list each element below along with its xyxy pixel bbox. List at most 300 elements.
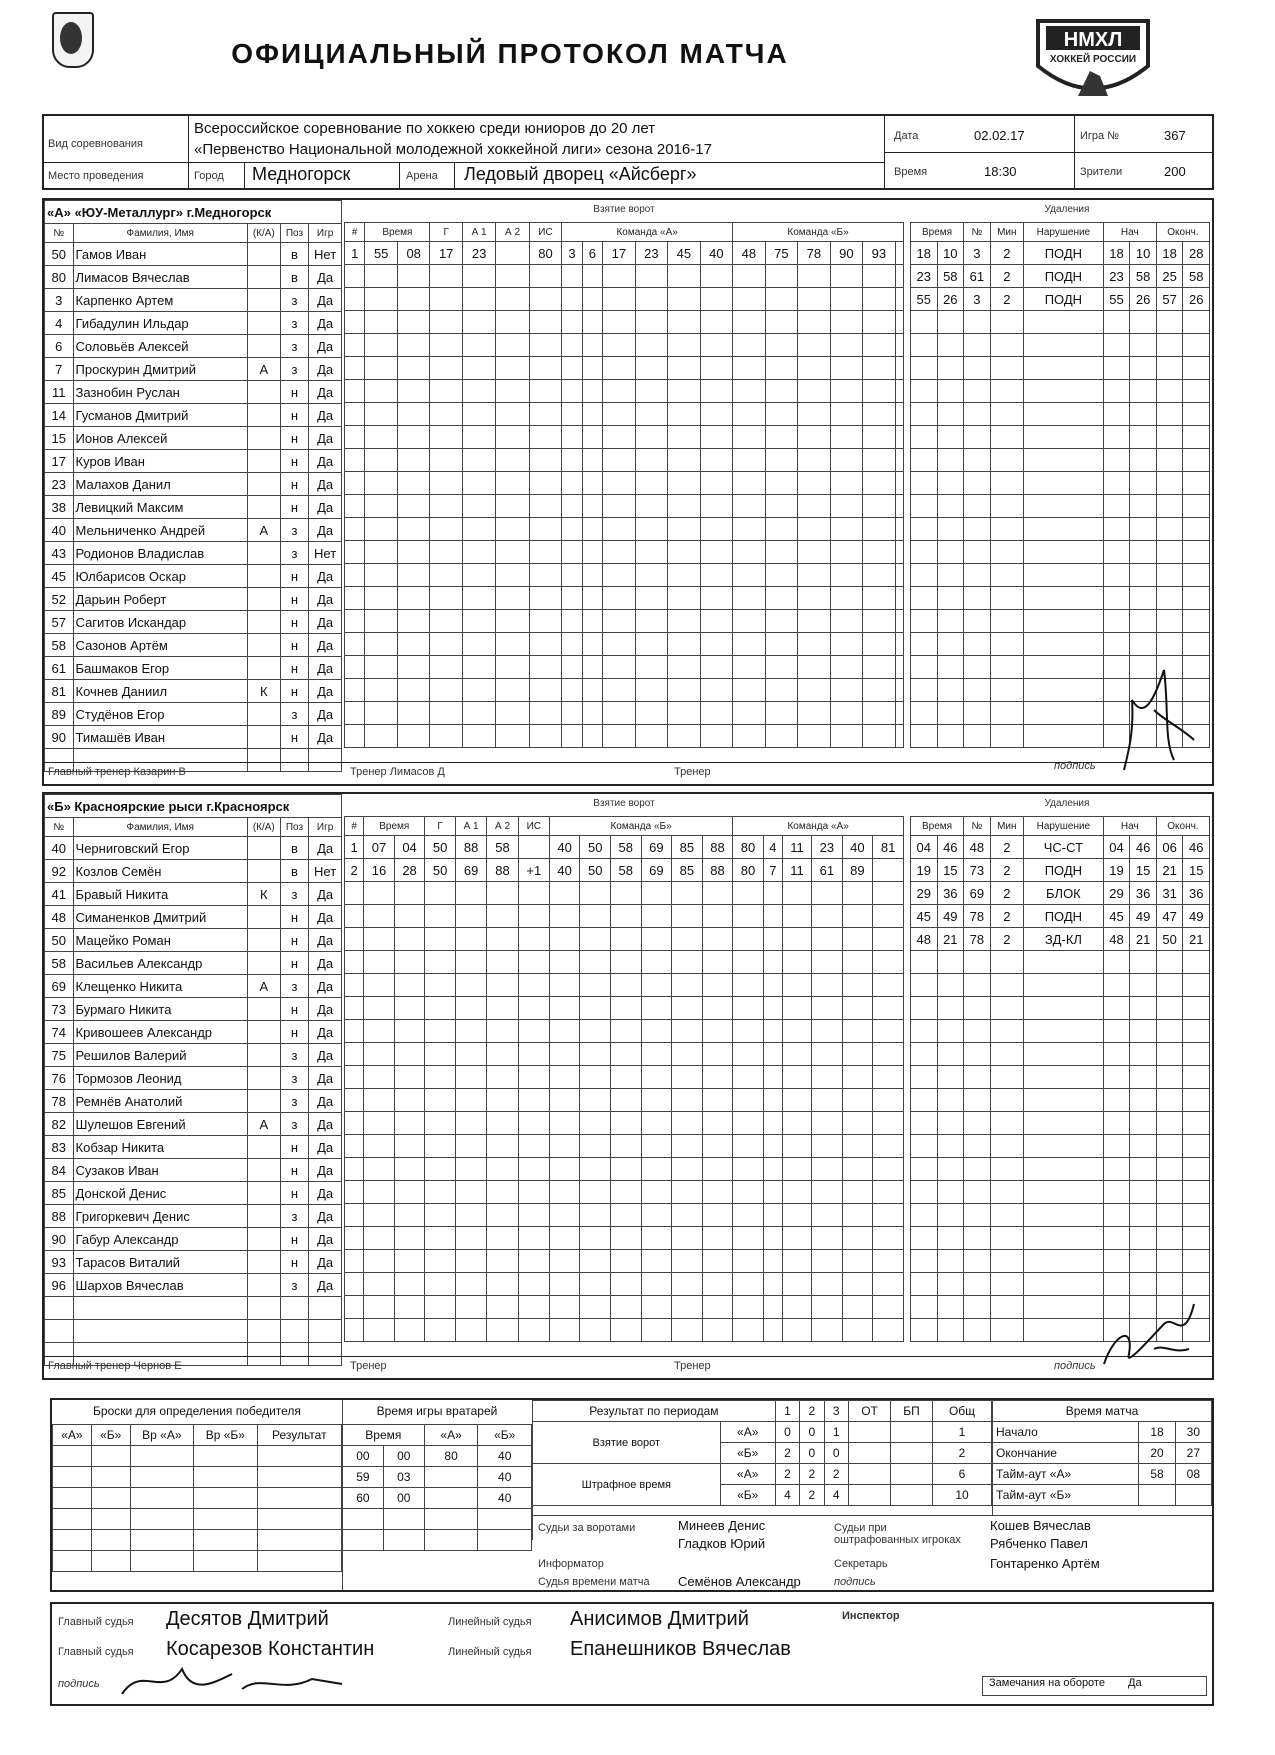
grid-cell	[365, 357, 398, 380]
grid-cell	[487, 1204, 518, 1227]
grid-cell	[668, 426, 701, 449]
grid-cell	[582, 426, 602, 449]
period-cell	[891, 1422, 933, 1443]
player-name: Шулешов Евгений	[73, 1113, 247, 1136]
roster-row	[45, 381, 342, 404]
grid-cell	[580, 1296, 611, 1319]
grid-cell	[611, 1181, 642, 1204]
player-number: 90	[45, 726, 74, 749]
shootout-cell	[91, 1467, 130, 1488]
goalie-cell: 00	[383, 1488, 424, 1509]
grid-cell	[529, 725, 562, 748]
ref-label-1: Главный судья	[58, 1616, 134, 1628]
team-a-coach: Тренер Лимасов Д	[350, 766, 445, 778]
shootout-cell	[257, 1446, 341, 1467]
col-pen-end: Оконч.	[1156, 817, 1209, 836]
end-label: Окончание	[993, 1443, 1139, 1464]
grid-cell	[765, 334, 798, 357]
grid-cell	[394, 1135, 425, 1158]
player-name: Дарьин Роберт	[73, 588, 247, 611]
grid-cell	[937, 997, 964, 1020]
secretary-value: Гонтаренко Артём	[990, 1556, 1100, 1571]
grid-cell	[365, 449, 398, 472]
shootout-row	[53, 1488, 342, 1509]
grid-cell	[990, 1020, 1023, 1043]
player-number: 73	[45, 998, 74, 1021]
shootout-row	[53, 1446, 342, 1467]
player-role	[247, 404, 280, 427]
grid-cell	[394, 1043, 425, 1066]
grid-cell	[702, 1273, 733, 1296]
grid-cell	[812, 1204, 843, 1227]
grid-cell: 78	[964, 905, 991, 928]
grid-cell	[763, 1250, 782, 1273]
grid-cell	[611, 1112, 642, 1135]
grid-cell	[1023, 311, 1103, 334]
grid-cell	[425, 905, 456, 928]
grid-cell	[529, 587, 562, 610]
grid-cell	[842, 1296, 873, 1319]
penalty-row	[911, 951, 1210, 974]
grid-cell	[765, 357, 798, 380]
grid-cell: 50	[580, 859, 611, 882]
grid-cell	[873, 1250, 904, 1273]
grid-cell	[1103, 951, 1130, 974]
grid-cell	[1023, 1112, 1103, 1135]
grid-cell	[873, 928, 904, 951]
grid-cell: 48	[1103, 928, 1130, 951]
grid-cell: 48	[733, 242, 766, 265]
grid-cell	[733, 610, 766, 633]
player-played: Да	[309, 726, 342, 749]
grid-cell: 23	[911, 265, 938, 288]
grid-cell	[668, 495, 701, 518]
grid-cell	[911, 1066, 938, 1089]
grid-cell	[765, 702, 798, 725]
grid-cell	[562, 656, 582, 679]
grid-cell	[635, 449, 668, 472]
grid-cell	[700, 380, 733, 403]
grid-cell: 75	[765, 242, 798, 265]
col-pen-infraction: Нарушение	[1023, 817, 1103, 836]
roster-row	[45, 404, 342, 427]
goal-row	[345, 472, 904, 495]
grid-cell	[345, 1135, 364, 1158]
grid-cell	[425, 928, 456, 951]
grid-cell	[895, 518, 903, 541]
grid-cell	[895, 311, 903, 334]
shootout-cell	[53, 1446, 92, 1467]
grid-cell	[964, 518, 991, 541]
grid-cell	[365, 403, 398, 426]
grid-cell	[702, 1204, 733, 1227]
grid-cell	[487, 974, 518, 997]
player-name: Гамов Иван	[73, 243, 247, 266]
roster-row	[45, 565, 342, 588]
goal-row	[345, 1273, 904, 1296]
grid-cell	[635, 403, 668, 426]
grid-cell	[1103, 541, 1130, 564]
grid-cell: 55	[911, 288, 938, 311]
grid-cell	[580, 951, 611, 974]
grid-cell	[345, 1066, 364, 1089]
grid-cell	[1103, 564, 1130, 587]
grid-cell	[702, 905, 733, 928]
goal-row	[345, 702, 904, 725]
grid-cell	[911, 449, 938, 472]
grid-cell	[702, 882, 733, 905]
grid-cell	[1156, 1273, 1183, 1296]
grid-cell	[455, 1319, 486, 1342]
roster-row	[45, 1205, 342, 1228]
col-goal-a1: А 1	[455, 817, 486, 836]
grid-cell	[830, 403, 863, 426]
grid-cell	[830, 564, 863, 587]
grid-cell	[990, 1135, 1023, 1158]
col-goalie-b: «Б»	[478, 1425, 532, 1446]
grid-cell: 69	[641, 836, 672, 859]
grid-cell	[672, 1273, 703, 1296]
team-b-goals-title: Взятие ворот	[593, 798, 655, 809]
grid-cell	[1183, 1135, 1210, 1158]
player-number: 3	[45, 289, 74, 312]
grid-cell	[496, 495, 529, 518]
roster-row	[45, 883, 342, 906]
grid-cell	[1183, 1158, 1210, 1181]
line-judge-1: Анисимов Дмитрий	[570, 1608, 749, 1630]
player-role	[247, 1021, 280, 1044]
grid-cell	[1156, 495, 1183, 518]
roster-row	[45, 1067, 342, 1090]
grid-cell	[812, 997, 843, 1020]
roster-row	[45, 427, 342, 450]
roster-row	[45, 726, 342, 749]
grid-cell	[635, 541, 668, 564]
grid-cell	[582, 472, 602, 495]
grid-cell	[763, 1135, 782, 1158]
player-position: н	[280, 404, 309, 427]
grid-cell	[937, 1043, 964, 1066]
grid-cell: 50	[1156, 928, 1183, 951]
shootout-cell	[194, 1446, 257, 1467]
grid-cell	[394, 1227, 425, 1250]
roster-row	[45, 335, 342, 358]
grid-cell	[635, 311, 668, 334]
grid-cell: 58	[487, 836, 518, 859]
grid-cell	[635, 288, 668, 311]
player-role	[247, 611, 280, 634]
grid-cell: 4	[763, 836, 782, 859]
player-role	[247, 1136, 280, 1159]
grid-cell	[733, 1227, 764, 1250]
grid-cell: 23	[812, 836, 843, 859]
grid-cell	[1023, 1227, 1103, 1250]
player-number: 48	[45, 906, 74, 929]
grid-cell	[549, 1020, 580, 1043]
grid-cell	[641, 1089, 672, 1112]
grid-cell	[430, 495, 463, 518]
col-name: Фамилия, Имя	[73, 224, 247, 243]
goalie-cell: 40	[478, 1488, 532, 1509]
col-team-b-onice: Команда «Б»	[549, 817, 732, 836]
grid-cell: 18	[1103, 242, 1130, 265]
grid-cell: 23	[635, 242, 668, 265]
player-role	[247, 1228, 280, 1251]
grid-cell	[394, 1112, 425, 1135]
grid-cell	[842, 1204, 873, 1227]
player-position: з	[280, 1090, 309, 1113]
player-played: Да	[309, 1021, 342, 1044]
grid-cell	[863, 403, 896, 426]
grid-cell	[549, 1089, 580, 1112]
player-played	[309, 749, 342, 772]
grid-cell	[783, 951, 812, 974]
grid-cell: 2	[990, 882, 1023, 905]
grid-cell	[549, 974, 580, 997]
grid-cell	[937, 495, 964, 518]
grid-cell	[394, 1319, 425, 1342]
grid-cell: 16	[364, 859, 395, 882]
grid-cell	[1103, 334, 1130, 357]
grid-cell	[798, 518, 831, 541]
grid-cell	[487, 1158, 518, 1181]
grid-cell	[1130, 587, 1157, 610]
grid-cell	[635, 472, 668, 495]
player-played: Да	[309, 1067, 342, 1090]
grid-cell	[455, 1158, 486, 1181]
grid-cell	[733, 472, 766, 495]
grid-cell	[562, 541, 582, 564]
grid-cell	[700, 449, 733, 472]
shootout-cell	[257, 1488, 341, 1509]
grid-cell	[582, 495, 602, 518]
grid-cell	[783, 1273, 812, 1296]
team-a-roster	[44, 200, 342, 772]
player-number: 82	[45, 1113, 74, 1136]
grid-cell	[394, 1296, 425, 1319]
grid-cell	[964, 974, 991, 997]
grid-cell	[462, 380, 495, 403]
goal-row	[345, 587, 904, 610]
grid-cell	[765, 679, 798, 702]
grid-cell	[830, 265, 863, 288]
grid-cell	[937, 1181, 964, 1204]
grid-cell	[1130, 1227, 1157, 1250]
grid-cell	[812, 1227, 843, 1250]
grid-cell	[798, 587, 831, 610]
grid-cell	[562, 495, 582, 518]
grid-cell	[672, 1089, 703, 1112]
grid-cell	[487, 1296, 518, 1319]
grid-cell: 17	[430, 242, 463, 265]
grid-cell	[702, 1020, 733, 1043]
grid-cell	[783, 905, 812, 928]
grid-cell	[812, 1112, 843, 1135]
grid-cell	[364, 1204, 395, 1227]
grid-cell	[990, 403, 1023, 426]
arena-value: Ледовый дворец «Айсберг»	[464, 164, 697, 184]
grid-cell	[990, 1158, 1023, 1181]
period-cell: 1	[824, 1422, 848, 1443]
player-name: Карпенко Артем	[73, 289, 247, 312]
player-played: Да	[309, 657, 342, 680]
grid-cell	[733, 1158, 764, 1181]
grid-cell	[487, 1020, 518, 1043]
goal-row	[345, 311, 904, 334]
grid-cell	[345, 974, 364, 997]
goalie-cell	[343, 1530, 384, 1551]
grid-cell	[668, 449, 701, 472]
grid-cell	[798, 610, 831, 633]
grid-cell	[1103, 1227, 1130, 1250]
grid-cell	[462, 702, 495, 725]
player-name: Тормозов Леонид	[73, 1067, 247, 1090]
grid-cell	[455, 928, 486, 951]
grid-cell: 47	[1156, 905, 1183, 928]
grid-cell	[425, 1089, 456, 1112]
grid-cell: 40	[549, 836, 580, 859]
player-played: Да	[309, 312, 342, 335]
grid-cell	[830, 725, 863, 748]
grid-cell	[462, 334, 495, 357]
grid-cell	[397, 288, 430, 311]
grid-cell	[397, 380, 430, 403]
grid-cell	[611, 1250, 642, 1273]
player-position: з	[280, 1113, 309, 1136]
grid-cell	[895, 564, 903, 587]
grid-cell	[842, 1066, 873, 1089]
grid-cell	[830, 426, 863, 449]
grid-cell	[397, 679, 430, 702]
player-role	[247, 906, 280, 929]
grid-cell	[873, 882, 904, 905]
grid-cell	[518, 836, 549, 859]
grid-cell	[672, 1020, 703, 1043]
grid-cell	[964, 403, 991, 426]
grid-cell	[733, 1066, 764, 1089]
grid-cell	[733, 449, 766, 472]
grid-cell	[1103, 610, 1130, 633]
grid-cell	[345, 1227, 364, 1250]
grid-cell	[783, 1250, 812, 1273]
grid-cell	[911, 1273, 938, 1296]
grid-cell	[603, 633, 636, 656]
grid-cell	[911, 1181, 938, 1204]
player-played: Да	[309, 1090, 342, 1113]
grid-cell	[603, 541, 636, 564]
grid-cell	[549, 882, 580, 905]
player-name: Сагитов Искандар	[73, 611, 247, 634]
grid-cell	[873, 1204, 904, 1227]
grid-cell	[895, 656, 903, 679]
grid-cell	[529, 380, 562, 403]
grid-cell: 80	[529, 242, 562, 265]
grid-cell	[364, 1181, 395, 1204]
grid-cell	[603, 679, 636, 702]
grid-cell	[763, 974, 782, 997]
logo-subtext: ХОККЕЙ РОССИИ	[1049, 54, 1137, 65]
period-row-label: Штрафное время	[533, 1464, 721, 1506]
shootout-cell	[194, 1467, 257, 1488]
grid-cell	[702, 1319, 733, 1342]
grid-cell	[496, 587, 529, 610]
grid-cell	[345, 1020, 364, 1043]
grid-cell	[345, 334, 365, 357]
grid-cell	[580, 1089, 611, 1112]
grid-cell	[702, 1158, 733, 1181]
grid-cell	[430, 564, 463, 587]
grid-cell	[425, 1204, 456, 1227]
grid-cell	[911, 679, 938, 702]
grid-cell	[496, 610, 529, 633]
goal-row	[345, 1043, 904, 1066]
period-cell: 2	[800, 1485, 824, 1506]
player-role	[247, 1044, 280, 1067]
grid-cell	[397, 265, 430, 288]
grid-cell	[937, 951, 964, 974]
grid-cell	[496, 656, 529, 679]
team-b-pen-title: Удаления	[1044, 798, 1090, 809]
player-position: н	[280, 952, 309, 975]
player-number: 4	[45, 312, 74, 335]
grid-cell	[895, 357, 903, 380]
player-number: 41	[45, 883, 74, 906]
start-label: Начало	[993, 1422, 1139, 1443]
player-role	[247, 657, 280, 680]
grid-cell	[798, 472, 831, 495]
grid-cell	[733, 311, 766, 334]
grid-cell	[549, 1319, 580, 1342]
grid-cell	[365, 679, 398, 702]
grid-cell	[937, 449, 964, 472]
player-played: Да	[309, 519, 342, 542]
goalie-cell: 59	[343, 1467, 384, 1488]
player-position: з	[280, 1274, 309, 1297]
grid-cell	[582, 541, 602, 564]
goalie-cell	[424, 1467, 478, 1488]
grid-cell	[937, 1319, 964, 1342]
grid-cell	[990, 541, 1023, 564]
grid-cell	[873, 1043, 904, 1066]
grid-cell	[990, 495, 1023, 518]
grid-cell	[702, 1043, 733, 1066]
player-role: К	[247, 680, 280, 703]
grid-cell	[1183, 587, 1210, 610]
grid-cell	[430, 426, 463, 449]
grid-cell	[635, 633, 668, 656]
grid-cell	[798, 449, 831, 472]
grid-cell: 23	[462, 242, 495, 265]
player-played: Да	[309, 1205, 342, 1228]
grid-cell	[1183, 357, 1210, 380]
grid-cell	[990, 1227, 1023, 1250]
grid-cell	[1103, 426, 1130, 449]
grid-cell	[462, 472, 495, 495]
shootout-cell	[53, 1509, 92, 1530]
shootout-row	[53, 1467, 342, 1488]
grid-cell	[345, 610, 365, 633]
grid-cell	[964, 472, 991, 495]
player-position: н	[280, 496, 309, 519]
grid-cell	[394, 997, 425, 1020]
player-role	[247, 634, 280, 657]
grid-cell	[397, 633, 430, 656]
grid-cell	[911, 656, 938, 679]
grid-cell	[863, 472, 896, 495]
grid-cell: 08	[397, 242, 430, 265]
grid-cell	[1156, 1227, 1183, 1250]
team-b-head-coach: Главный тренер Чернов Е	[48, 1360, 182, 1372]
